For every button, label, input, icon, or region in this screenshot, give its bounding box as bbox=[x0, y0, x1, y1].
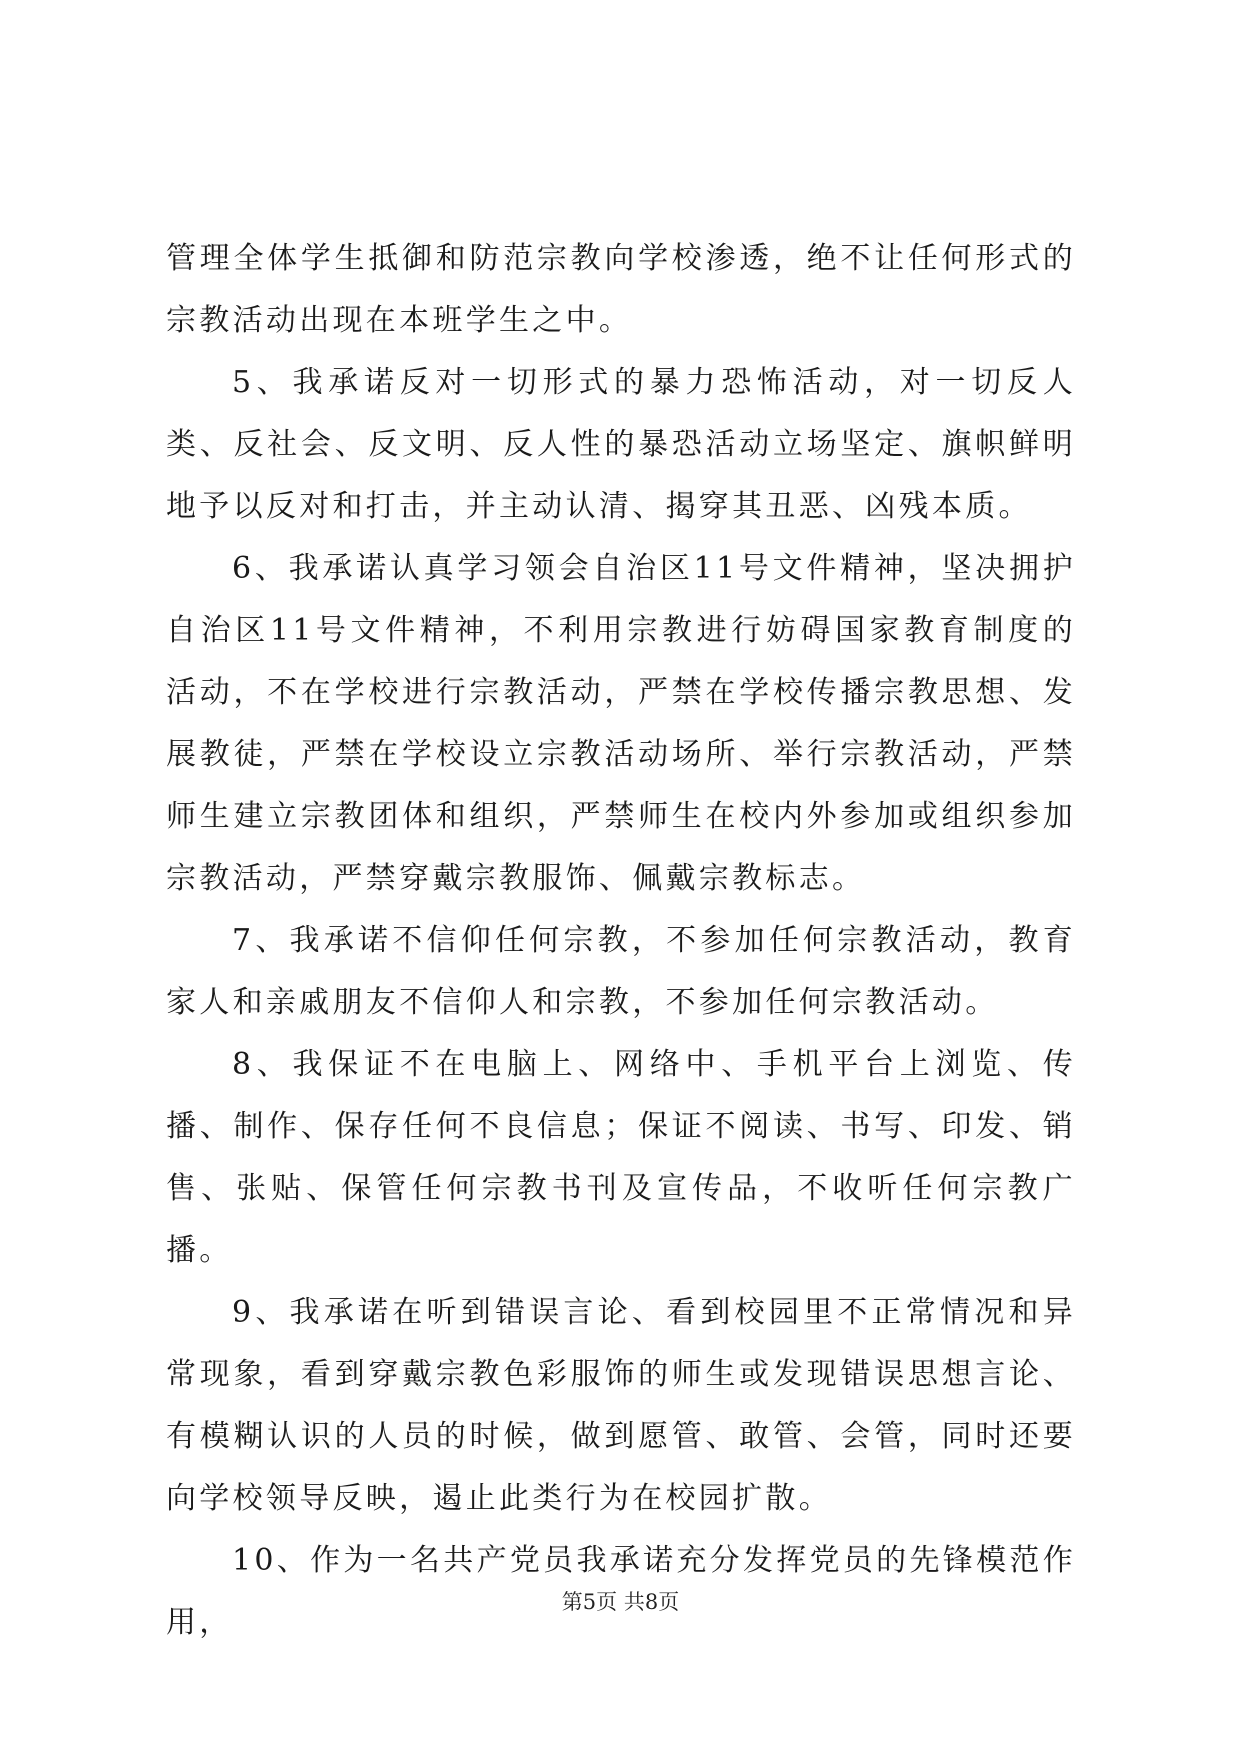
paragraph-item-6: 6、我承诺认真学习领会自治区11号文件精神，坚决拥护自治区11号文件精神，不利用宗教进行妨碍国家教育制度的活动，不在学校进行宗教活动，严禁在学校传播宗教思想、发展教徒，严禁在学校设立宗教活动场所、举行宗教活动，严禁师生建立宗教团体和组织，严禁师生在校内外参加或组织参加宗教活动，严禁穿戴宗教服饰、佩戴宗教标志。 bbox=[166, 551, 1076, 896]
paragraph-item-7: 7、我承诺不信仰任何宗教，不参加任何宗教活动，教育家人和亲戚朋友不信仰人和宗教，不参加任何宗教活动。 bbox=[166, 923, 1076, 1020]
paragraph-item-10: 10、作为一名共产党员我承诺充分发挥党员的先锋模范作用， bbox=[166, 1543, 1076, 1640]
paragraph-item-8: 8、我保证不在电脑上、网络中、手机平台上浏览、传播、制作、保存任何不良信息；保证不阅读、书写、印发、销售、张贴、保管任何宗教书刊及宣传品，不收听任何宗教广播。 bbox=[166, 1047, 1076, 1268]
page-footer bbox=[0, 1587, 1241, 1617]
paragraph-continuation: 管理全体学生抵御和防范宗教向学校渗透，绝不让任何形式的宗教活动出现在本班学生之中。 bbox=[166, 241, 1076, 338]
paragraph-item-9: 9、我承诺在听到错误言论、看到校园里不正常情况和异常现象，看到穿戴宗教色彩服饰的师生或发现错误思想言论、有模糊认识的人员的时候，做到愿管、敢管、会管，同时还要向学校领导反映，遏止此类行为在校园扩散。 bbox=[166, 1295, 1076, 1516]
page-number-label: 第5页 共8页 bbox=[561, 1590, 680, 1614]
document-body bbox=[166, 228, 1076, 1654]
paragraph-item-5: 5、我承诺反对一切形式的暴力恐怖活动，对一切反人类、反社会、反文明、反人性的暴恐活动立场坚定、旗帜鲜明地予以反对和打击，并主动认清、揭穿其丑恶、凶残本质。 bbox=[166, 365, 1076, 524]
